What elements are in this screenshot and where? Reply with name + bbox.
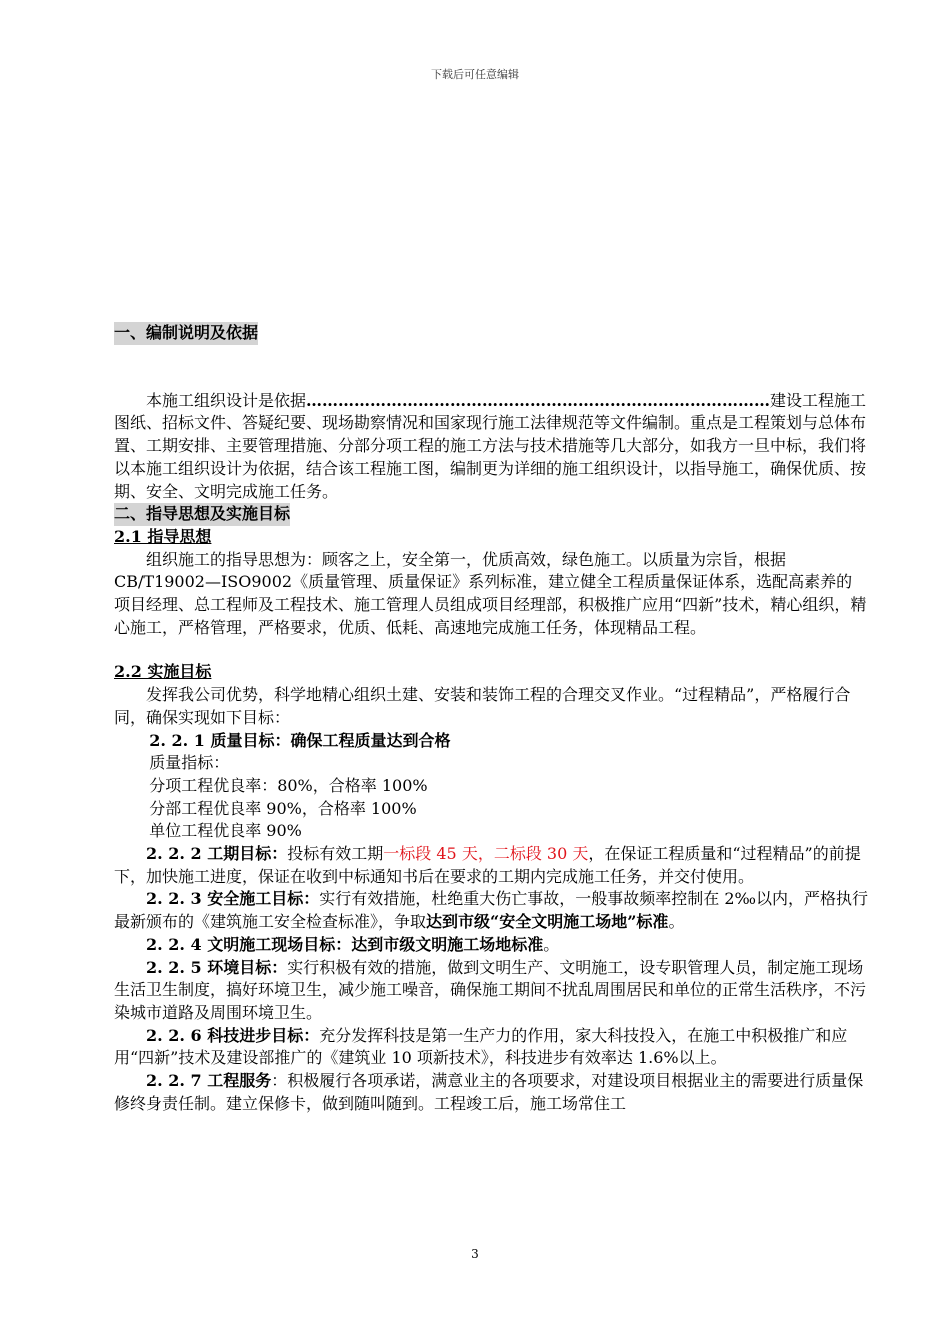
quality-line: 分部工程优良率 90%，合格率 100% [149,798,417,818]
quality-line: 分项工程优良率：80%，合格率 100% [149,775,428,795]
page-number: 3 [471,1247,479,1261]
goal-safety [114,888,868,933]
goal-technology-text: 充分发挥科技是第一生产力的作用，家大科技投入，在施工中积极推广和应用“四新”技术及建设部推广的《建筑业 10 项新技术》，科技进步有效率达 1.6%以上。 [114,1025,848,1068]
goal-safety-text: 实行有效措施，杜绝重大伤亡事故，一般事故频率控制在 2‰以内，严格执行最新颁布的《建筑施工安全检查标准》，争取 [114,889,869,932]
goal-service [114,1070,868,1115]
goal-safety-bold: 达到市级“安全文明施工场地”标准 [426,912,669,932]
goal-schedule-label: 2. 2. 2 工期目标： [146,844,288,864]
page-header: 下载后可任意编辑 [431,68,519,81]
goal-technology [114,1025,868,1070]
goal-civilized-label: 2. 2. 4 文明施工现场目标：达到市级文明施工场地标准 [146,934,544,954]
document-body [114,322,868,1116]
goal-schedule-highlight: 一标段 45 天，二标段 30 天 [383,844,589,864]
goal-technology-label: 2. 2. 6 科技进步目标： [146,1025,320,1045]
section-2 [114,503,868,526]
goal-civilized-end: 。 [543,934,560,954]
goal-safety-label: 2. 2. 3 安全施工目标： [146,889,320,909]
para-dots: …………………………………………………………………………… [306,390,771,410]
subsection-2-1-text: 组织施工的指导思想为：顾客之上，安全第一，优质高效，绿色施工。以质量为宗旨，根据 CB/T19002—ISO9002《质量管理、质量保证》系列标准，建立健全工程质量保证体系，选配高素养的项目经理、总工程师及工程技术、施工管理人员组成项目经理部，积极推广应用“四新”技术，精心组织，精心施工，严格管理，严格要求，优质、低耗、高速地完成施工任务，体现精品工程。 [114,549,867,637]
subsection-2-2-title: 2.2 实施目标 [114,662,212,682]
goal-schedule-text: 投标有效工期 [287,844,384,864]
para-rest: 建设工程施工图纸、招标文件、答疑纪要、现场勘察情况和国家现行施工法律规范等文件编制。重点是工程策划与总体布置、工期安排、主要管理措施、分部分项工程的施工方法与技术措施等几大部分，如我方一旦中标，我们将以本施工组织设计为依据，结合该工程施工图，编制更为详细的施工组织设计，以指导施工，确保优质、按期、安全、文明完成施工任务。 [114,390,867,501]
goal-service-label: 2. 2. 7 工程服务 [146,1071,272,1091]
goal-schedule [114,843,868,888]
para-lead: 本施工组织设计是依据 [146,390,307,410]
goal-civilized [114,934,868,957]
subsection-2-1-title: 2.1 指导思想 [114,526,212,546]
goal-environment [114,957,868,1025]
goal-quality-title: 2. 2. 1 质量目标：确保工程质量达到合格 [149,730,451,750]
subsection-2-2-intro: 发挥我公司优势，科学地精心组织土建、安装和装饰工程的合理交叉作业。“过程精品”，严格履行合同，确保实现如下目标： [114,685,851,727]
section-2-title: 二、指导思想及实施目标 [114,503,290,526]
goal-safety-end: 。 [668,912,685,932]
section-1 [114,322,868,345]
goal-schedule-text-2: ，在保证工程质量和“过程精品”的前提下，加快施工进度，保证在收到中标通知书后在要求的工期内完成施工任务，并交付使用。 [114,844,861,886]
goal-environment-text: 实行积极有效的措施，做到文明生产、文明施工，设专职管理人员，制定施工现场生活卫生制度，搞好环境卫生，减少施工噪音，确保施工期间不扰乱周围居民和单位的正常生活秩序，不污染城市道路及周围环境卫生。 [114,957,867,1022]
goal-service-text: ：积极履行各项承诺，满意业主的各项要求，对建设项目根据业主的需要进行质量保修终身责任制。建立保修卡，做到随叫随到。工程竣工后，施工场常住工 [114,1071,864,1113]
section-1-title: 一、编制说明及依据 [114,322,258,345]
quality-line: 质量指标： [149,753,230,773]
goal-environment-label: 2. 2. 5 环境目标： [146,957,288,977]
section-1-paragraph [114,390,868,504]
quality-line: 单位工程优良率 90% [149,821,302,841]
